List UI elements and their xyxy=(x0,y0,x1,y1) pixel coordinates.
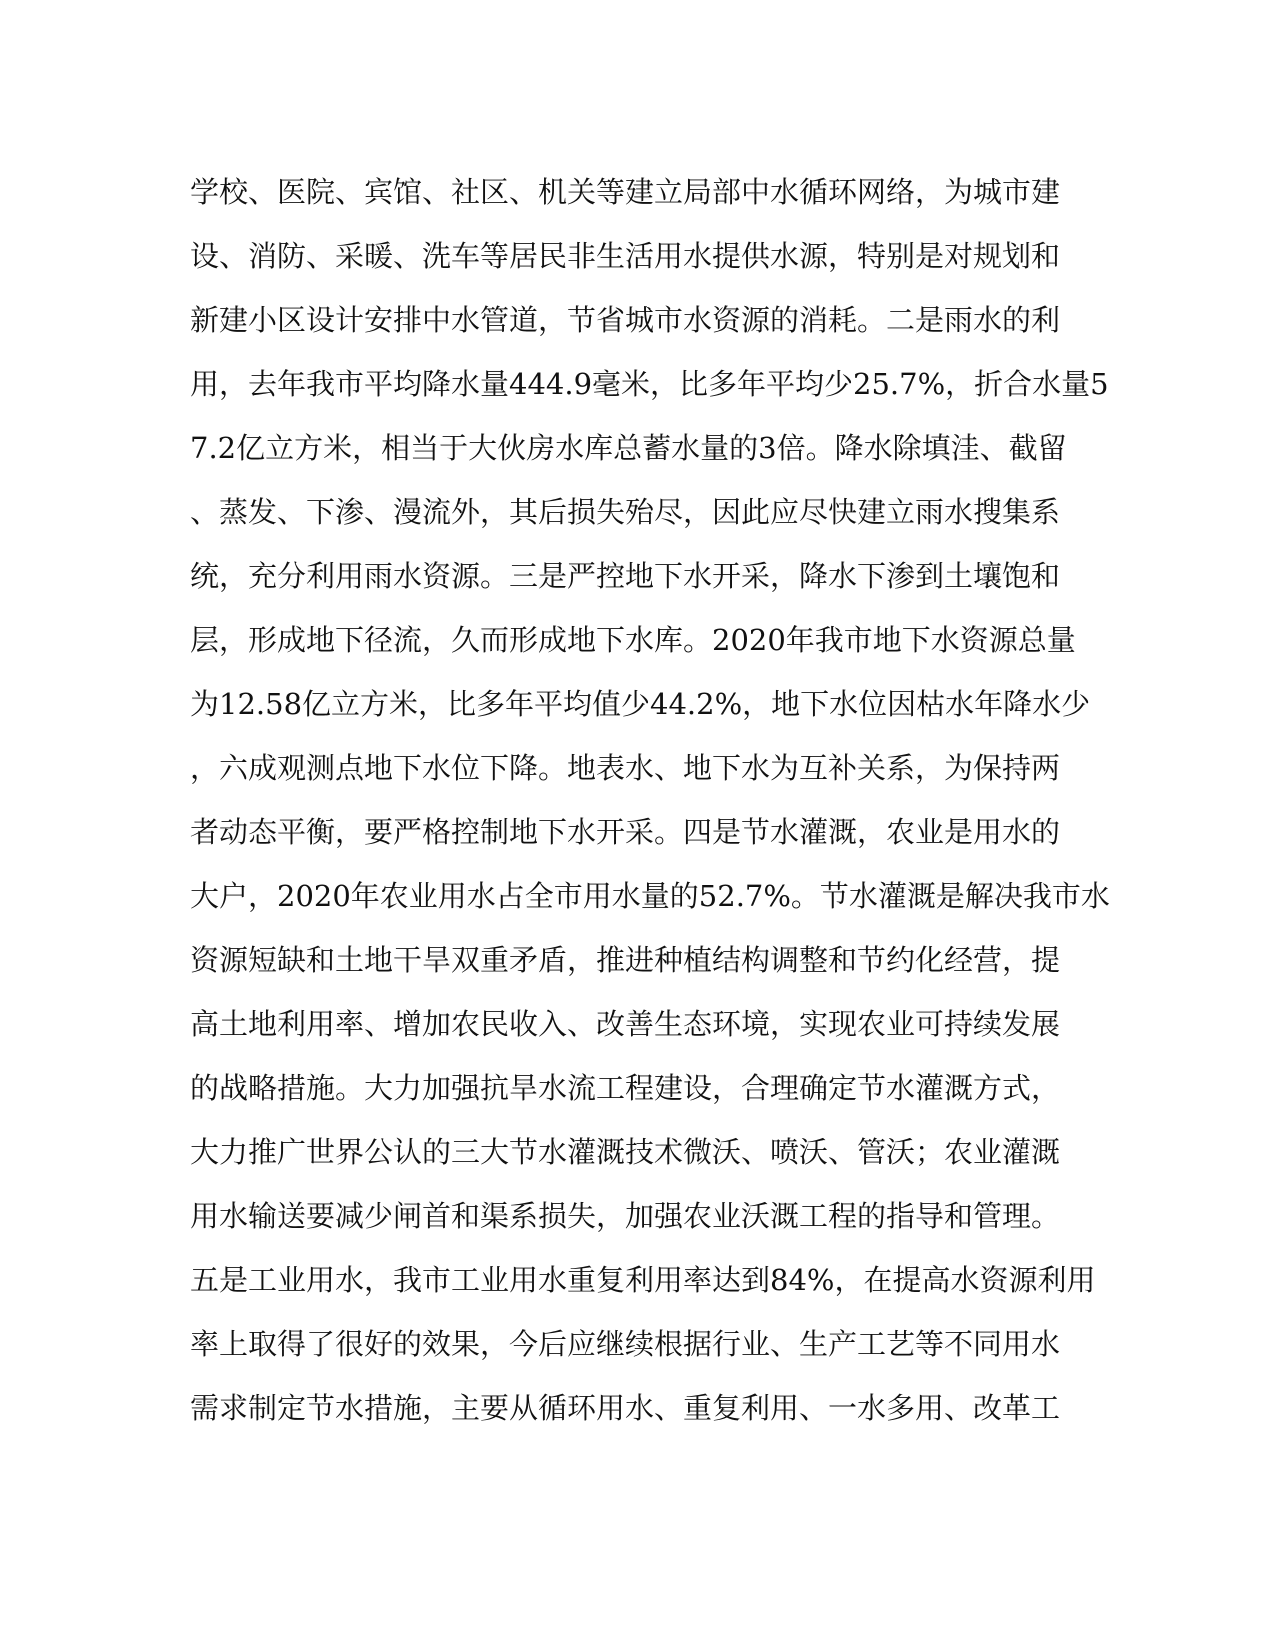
text-line-15: 的战略措施。大力加强抗旱水流工程建设，合理确定节水灌溉方式， xyxy=(190,1071,1061,1105)
text-line-5: 7.2亿立方米，相当于大伙房水库总蓄水量的3倍。降水除填洼、截留 xyxy=(190,431,1067,465)
text-line-13: 资源短缺和土地干旱双重矛盾，推进种植结构调整和节约化经营，提 xyxy=(190,943,1061,977)
text-line-7: 统，充分利用雨水资源。三是严控地下水开采，降水下渗到土壤饱和 xyxy=(190,559,1061,593)
text-line-10: ，六成观测点地下水位下降。地表水、地下水为互补关系，为保持两 xyxy=(190,751,1061,785)
text-line-6: 、蒸发、下渗、漫流外，其后损失殆尽，因此应尽快建立雨水搜集系 xyxy=(190,495,1061,529)
text-line-18: 五是工业用水，我市工业用水重复利用率达到84%，在提高水资源利用 xyxy=(190,1263,1096,1297)
text-line-17: 用水输送要减少闸首和渠系损失，加强农业沃溉工程的指导和管理。 xyxy=(190,1199,1061,1233)
text-line-2: 设、消防、采暖、洗车等居民非生活用水提供水源，特别是对规划和 xyxy=(190,239,1061,273)
text-line-4: 用，去年我市平均降水量444.9毫米，比多年平均少25.7%，折合水量5 xyxy=(190,367,1109,401)
text-line-20: 需求制定节水措施，主要从循环用水、重复利用、一水多用、改革工 xyxy=(190,1391,1061,1425)
body-text xyxy=(190,160,1110,1440)
text-line-8: 层，形成地下径流，久而形成地下水库。2020年我市地下水资源总量 xyxy=(190,623,1076,657)
text-line-3: 新建小区设计安排中水管道，节省城市水资源的消耗。二是雨水的利 xyxy=(190,303,1061,337)
text-line-19: 率上取得了很好的效果，今后应继续根据行业、生产工艺等不同用水 xyxy=(190,1327,1061,1361)
text-line-9: 为12.58亿立方米，比多年平均值少44.2%，地下水位因枯水年降水少 xyxy=(190,687,1091,721)
text-line-11: 者动态平衡，要严格控制地下水开采。四是节水灌溉，农业是用水的 xyxy=(190,815,1061,849)
text-line-1: 学校、医院、宾馆、社区、机关等建立局部中水循环网络，为城市建 xyxy=(190,175,1061,209)
text-line-12: 大户，2020年农业用水占全市用水量的52.7%。节水灌溉是解决我市水 xyxy=(190,879,1110,913)
text-line-14: 高土地利用率、增加农民收入、改善生态环境，实现农业可持续发展 xyxy=(190,1007,1061,1041)
text-line-16: 大力推广世界公认的三大节水灌溉技术微沃、喷沃、管沃；农业灌溉 xyxy=(190,1135,1061,1169)
